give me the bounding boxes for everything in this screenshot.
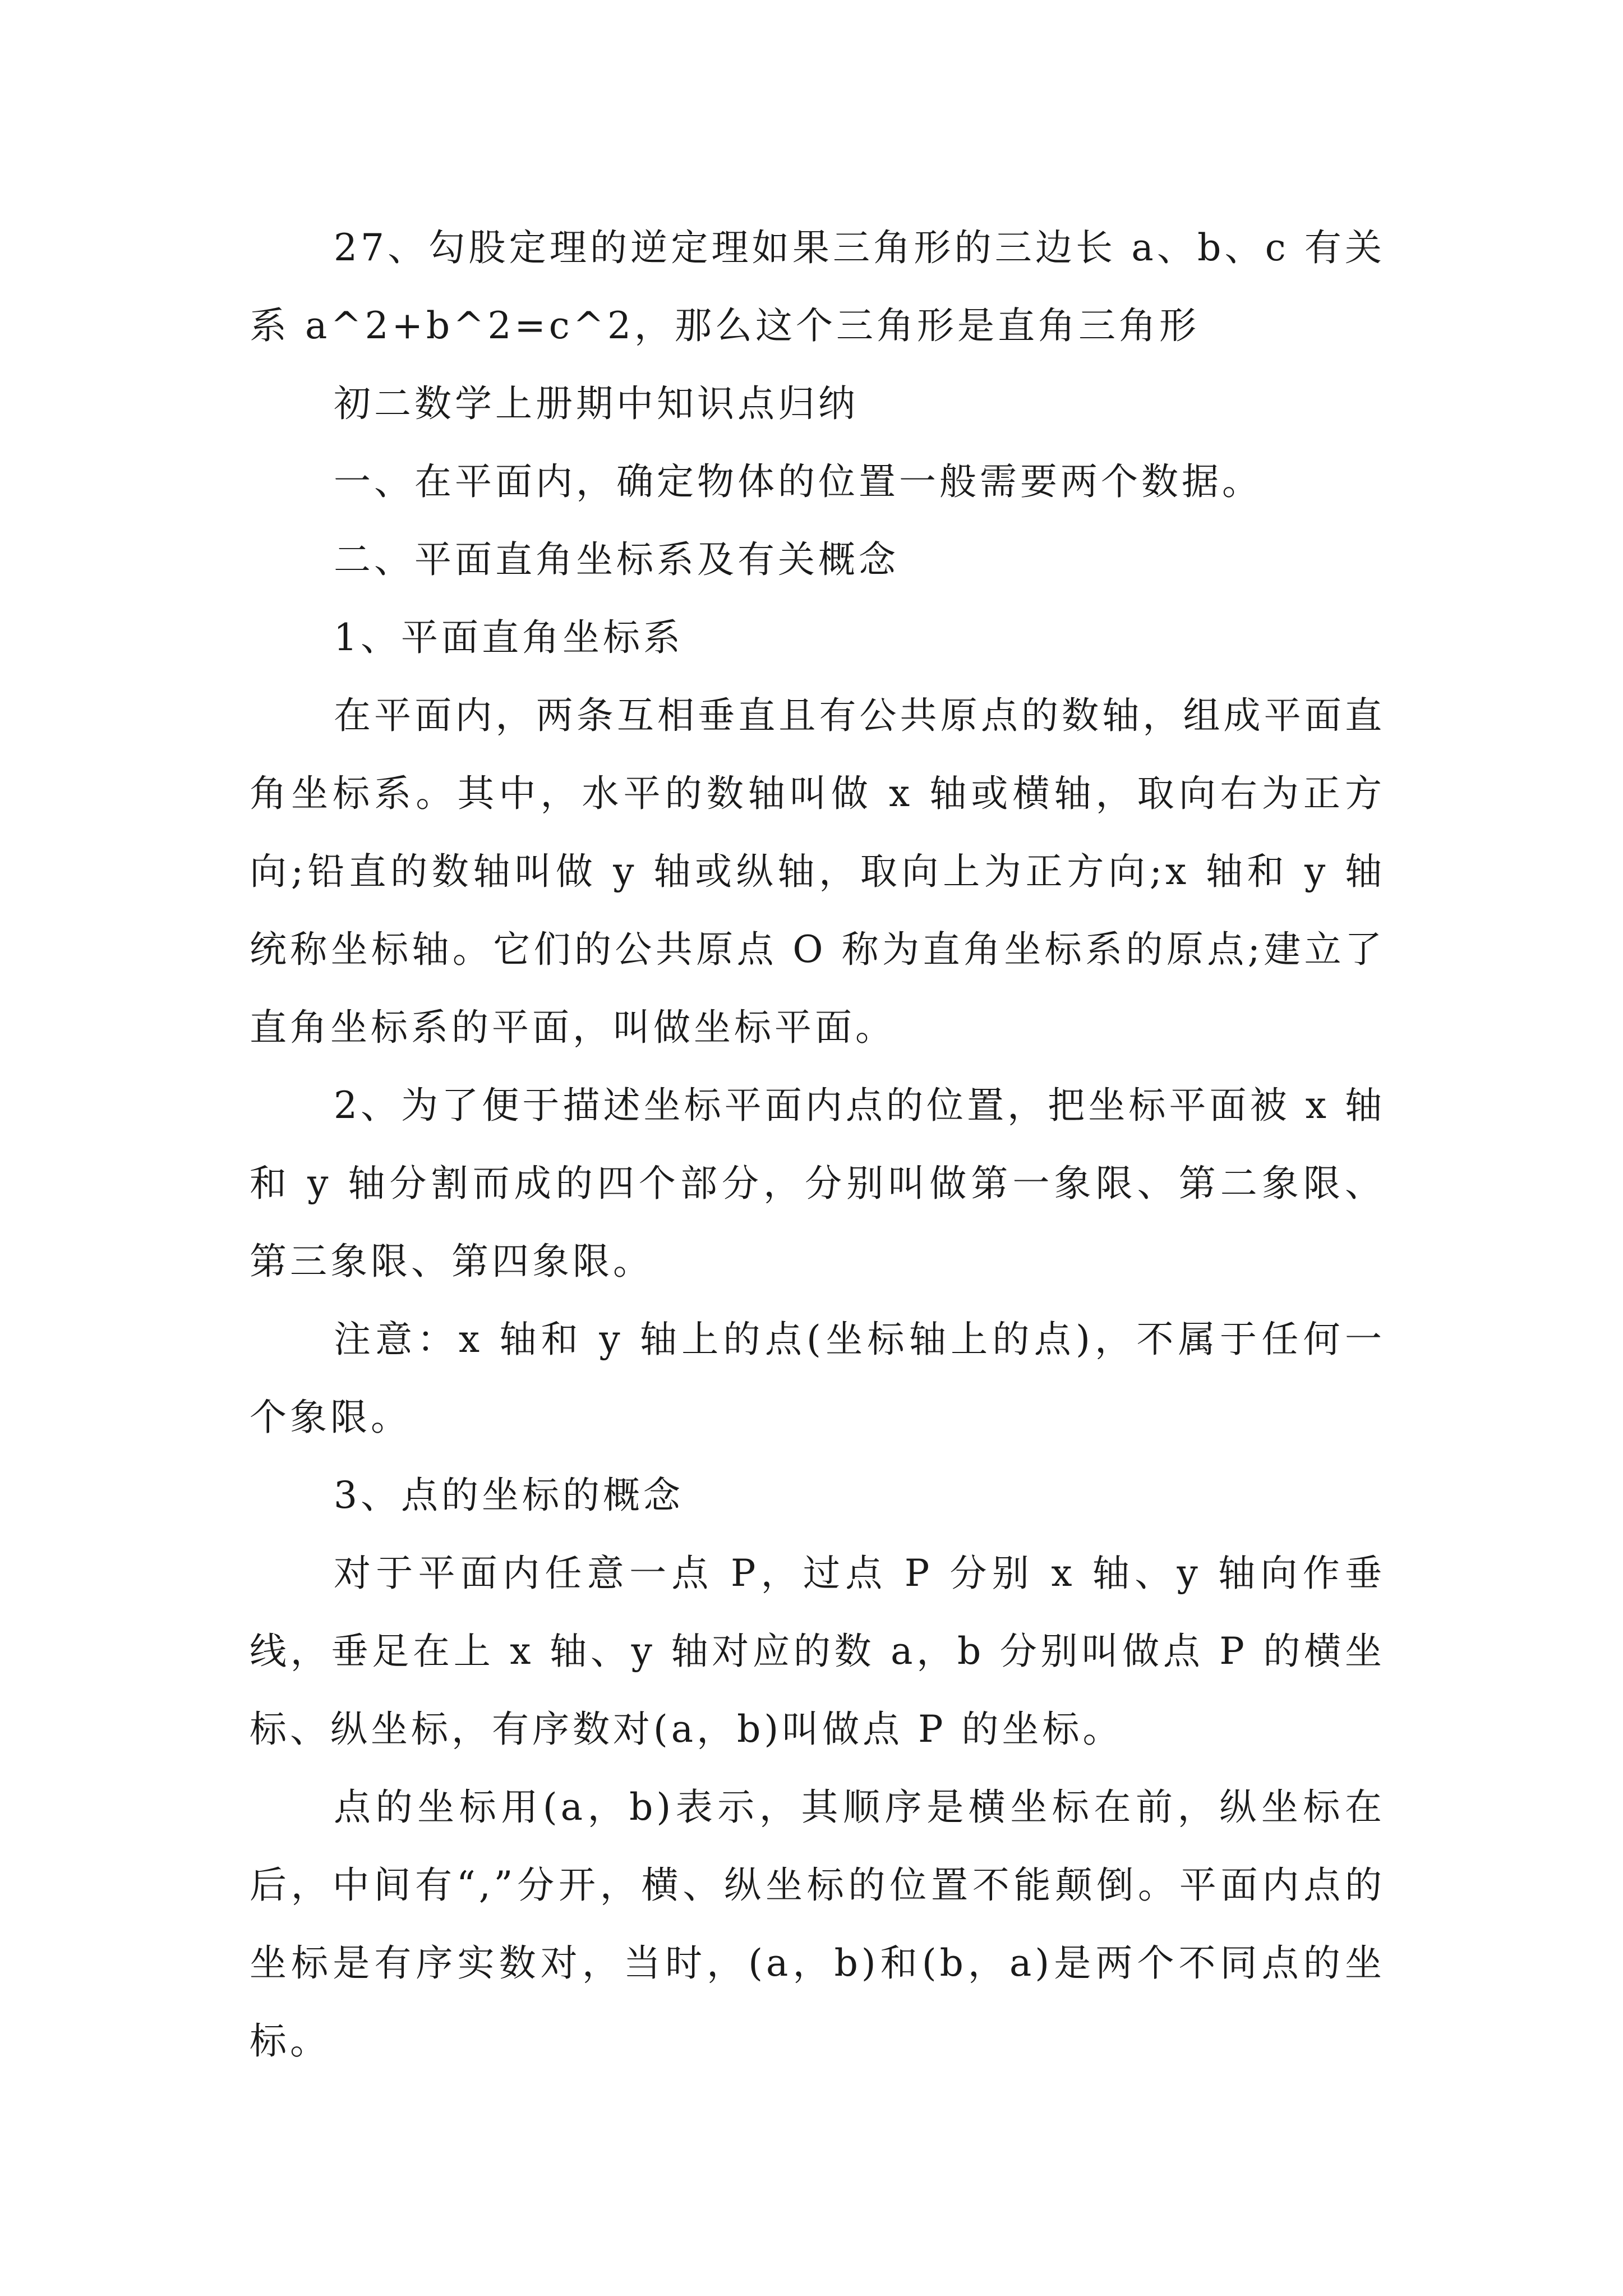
heading-point-coordinates: 3、点的坐标的概念 [334, 1474, 684, 1517]
paragraph-position-data: 一、在平面内，确定物体的位置一般需要两个数据。 [334, 460, 1262, 503]
paragraph-axis-note: 注意：x 轴和 y 轴上的点(坐标轴上的点)，不属于任何一个象限。 [250, 1318, 1385, 1439]
paragraph-ordered-pair: 点的坐标用(a，b)表示，其顺序是横坐标在前，纵坐标在后，中间有“,”分开，横、纵坐标的位置不能颠倒。平面内点的坐标是有序实数对，当时，(a，b)和(b，a)是两个不同点的坐标。 [250, 1786, 1385, 2063]
paragraph-point-definition: 对于平面内任意一点 P，过点 P 分别 x 轴、y 轴向作垂线，垂足在上 x 轴、y 轴对应的数 a，b 分别叫做点 P 的横坐标、纵坐标，有序数对(a，b)叫做点 P 的坐标。 [250, 1552, 1385, 1751]
paragraph-pythagorean-converse: 27、勾股定理的逆定理如果三角形的三边长 a、b、c 有关系 a^2+b^2=c^2，那么这个三角形是直角三角形 [250, 226, 1385, 347]
heading-midterm-summary: 初二数学上册期中知识点归纳 [334, 382, 859, 425]
paragraph-quadrants: 2、为了便于描述坐标平面内点的位置，把坐标平面被 x 轴和 y 轴分割而成的四个部分，分别叫做第一象限、第二象限、第三象限、第四象限。 [250, 1084, 1385, 1283]
heading-cartesian-plane: 1、平面直角坐标系 [334, 616, 684, 659]
paragraph-cartesian-definition: 在平面内，两条互相垂直且有公共原点的数轴，组成平面直角坐标系。其中，水平的数轴叫做 x 轴或横轴，取向右为正方向;铅直的数轴叫做 y 轴或纵轴，取向上为正方向;x 轴和 y 轴统称坐标轴。它们的公共原点 O 称为直角坐标系的原点;建立了直角坐标系的平面，叫做坐标平面。 [250, 694, 1385, 1049]
heading-coordinate-system-concepts: 二、平面直角坐标系及有关概念 [334, 538, 899, 581]
document-body [250, 209, 1385, 2080]
